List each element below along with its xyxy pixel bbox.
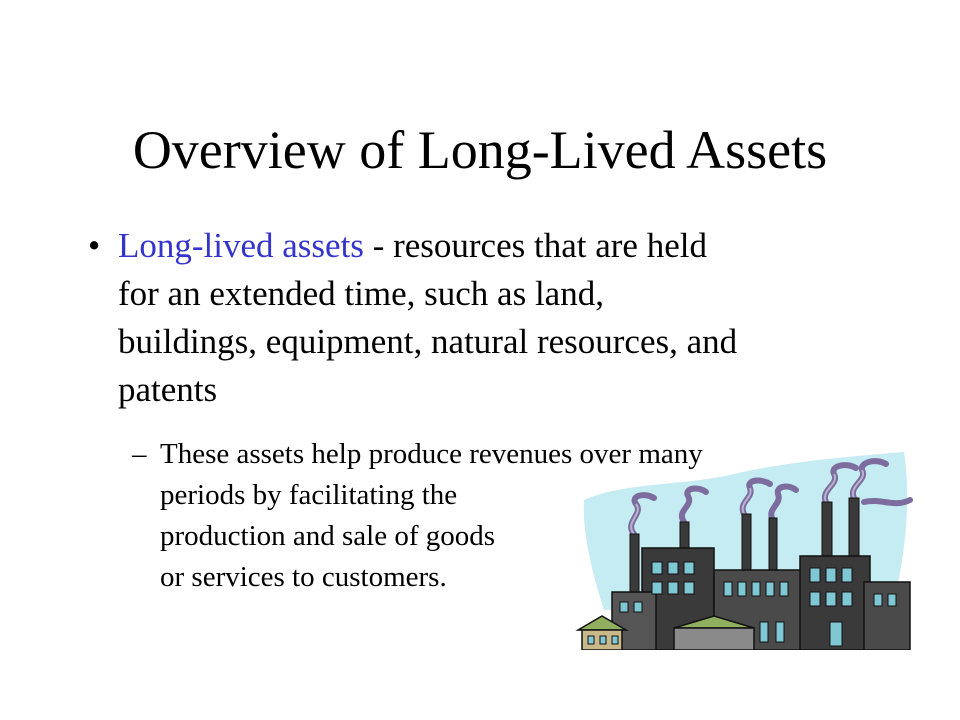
definition-start: - resources that are held — [363, 226, 707, 265]
bullet-marker: • — [88, 226, 101, 265]
bullet-line-2: for an extended time, such as land, — [118, 274, 604, 313]
factory-illustration — [564, 452, 914, 650]
sub-bullet-line-1: These assets help produce revenues over many — [160, 438, 703, 470]
slide-title: Overview of Long-Lived Assets — [132, 120, 828, 180]
bullet-line-3: buildings, equipment, natural resources, and — [118, 322, 738, 361]
sub-bullet-line-2: periods by facilitating the — [160, 479, 458, 511]
term-long-lived-assets: Long-lived assets — [118, 226, 364, 265]
sub-bullet-line-4: or services to customers. — [160, 561, 447, 593]
sub-bullet-marker: – — [132, 438, 147, 470]
sub-bullet-line-3: production and sale of goods — [160, 520, 496, 552]
bullet-text — [118, 222, 873, 414]
bullet-line-1 — [118, 222, 873, 270]
bullet-line-4: patents — [118, 370, 218, 409]
